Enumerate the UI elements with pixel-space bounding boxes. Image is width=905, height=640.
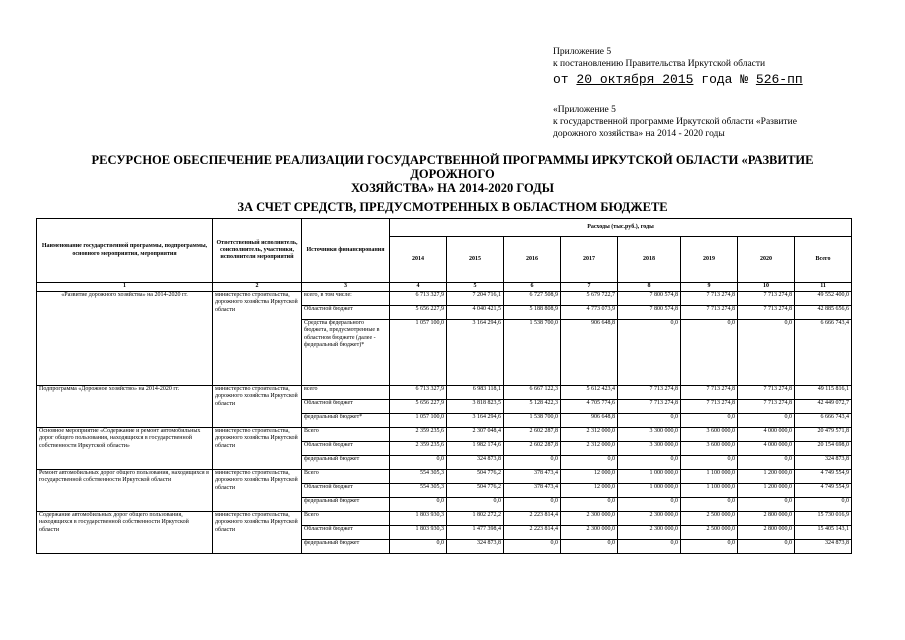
- year-value-cell: 1 057 100,0: [390, 414, 447, 428]
- column-number: 10: [738, 283, 795, 292]
- resource-table: [36, 218, 852, 554]
- year-value-cell: 1 200 000,0: [738, 470, 795, 484]
- table-body: [37, 292, 852, 554]
- responsible-executor: министерство строительства, дорожного хозяйства Иркутской области: [213, 292, 302, 386]
- year-value-cell: 7 800 574,8: [618, 306, 681, 320]
- year-value-cell: 5 128 422,3: [504, 400, 561, 414]
- year-value-cell: 1 802 272,2: [447, 512, 504, 526]
- total-cell: 20 479 571,8: [795, 428, 852, 442]
- year-value-cell: 0,0: [681, 414, 738, 428]
- year-value-cell: 2 602 287,8: [504, 428, 561, 442]
- decree-number: 526-пп: [755, 72, 803, 87]
- quoted-appendix-ref: к государственной программе Иркутской области «Развитие: [553, 117, 797, 127]
- year-value-cell: 1 200 000,0: [738, 484, 795, 498]
- funding-source: Областной бюджет: [302, 526, 390, 540]
- column-number: 9: [681, 283, 738, 292]
- year-value-cell: 2 602 287,8: [504, 442, 561, 456]
- year-value-cell: 12 000,0: [561, 484, 618, 498]
- year-value-cell: 7 713 274,8: [618, 400, 681, 414]
- header-expenses: Расходы (тыс.руб.), годы: [390, 219, 852, 237]
- year-value-cell: 5 656 227,9: [390, 306, 447, 320]
- year-value-cell: 7 713 274,8: [738, 306, 795, 320]
- year-value-cell: 0,0: [504, 456, 561, 470]
- total-cell: 20 154 698,0: [795, 442, 852, 456]
- year-value-cell: 1 000 000,0: [618, 470, 681, 484]
- total-cell: 4 749 554,9: [795, 484, 852, 498]
- year-value-cell: 324 873,8: [447, 456, 504, 470]
- year-value-cell: 4 773 073,9: [561, 306, 618, 320]
- year-value-cell: 378 473,4: [504, 470, 561, 484]
- year-value-cell: 3 818 823,5: [447, 400, 504, 414]
- column-number: 5: [447, 283, 504, 292]
- table-row: [37, 292, 852, 306]
- decree-mid: года №: [701, 72, 749, 87]
- year-value-cell: 7 713 274,8: [681, 386, 738, 400]
- title-line-2: ХОЗЯЙСТВА» НА 2014-2020 ГОДЫ: [350, 181, 555, 195]
- year-value-cell: 1 100 000,0: [681, 484, 738, 498]
- year-value-cell: 0,0: [390, 456, 447, 470]
- year-value-cell: 5 188 808,9: [504, 306, 561, 320]
- total-cell: 42 885 656,6: [795, 306, 852, 320]
- table-header: [37, 219, 852, 292]
- year-value-cell: 2 359 235,6: [390, 428, 447, 442]
- year-value-cell: 0,0: [738, 320, 795, 386]
- year-value-cell: 906 648,8: [561, 320, 618, 386]
- responsible-executor: министерство строительства, дорожного хозяйства Иркутской области: [213, 470, 302, 512]
- funding-source: Всего: [302, 512, 390, 526]
- column-number: 8: [618, 283, 681, 292]
- total-cell: 42 449 072,7: [795, 400, 852, 414]
- year-value-cell: 0,0: [390, 540, 447, 554]
- year-value-cell: 1 803 930,3: [390, 526, 447, 540]
- year-value-cell: 3 164 294,6: [447, 320, 504, 386]
- year-value-cell: 5 656 227,9: [390, 400, 447, 414]
- year-value-cell: 0,0: [618, 540, 681, 554]
- year-value-cell: 1 538 700,0: [504, 414, 561, 428]
- title-line-1: РЕСУРСНОЕ ОБЕСПЕЧЕНИЕ РЕАЛИЗАЦИИ ГОСУДАРСТВЕННОЙ ПРОГРАММЫ ИРКУТСКОЙ ОБЛАСТИ «РАЗВИТИЕ ДОРОЖНОГО: [91, 153, 814, 181]
- year-value-cell: 1 100 000,0: [681, 470, 738, 484]
- decree-line: [553, 72, 803, 88]
- header-year: 2017: [561, 237, 618, 283]
- year-value-cell: 0,0: [618, 498, 681, 512]
- funding-source: Всего: [302, 470, 390, 484]
- year-value-cell: 3 164 294,6: [447, 414, 504, 428]
- year-value-cell: 7 713 274,8: [738, 386, 795, 400]
- year-value-cell: 7 713 274,8: [681, 306, 738, 320]
- year-value-cell: 0,0: [618, 320, 681, 386]
- column-number: 3: [302, 283, 390, 292]
- responsible-executor: министерство строительства, дорожного хозяйства Иркутской области: [213, 512, 302, 554]
- total-cell: 4 749 554,9: [795, 470, 852, 484]
- funding-source: федеральный бюджет*: [302, 414, 390, 428]
- year-value-cell: 2 223 814,4: [504, 512, 561, 526]
- year-value-cell: 6 983 118,1: [447, 386, 504, 400]
- year-value-cell: 0,0: [561, 540, 618, 554]
- year-value-cell: 2 312 000,0: [561, 442, 618, 456]
- column-number: 1: [37, 283, 213, 292]
- year-value-cell: 906 648,8: [561, 414, 618, 428]
- year-value-cell: 7 713 274,8: [738, 292, 795, 306]
- funding-source: Областной бюджет: [302, 306, 390, 320]
- year-value-cell: 2 300 000,0: [561, 512, 618, 526]
- year-value-cell: 12 000,0: [561, 470, 618, 484]
- year-value-cell: 1 803 930,3: [390, 512, 447, 526]
- responsible-executor: министерство строительства, дорожного хозяйства Иркутской области: [213, 386, 302, 428]
- year-value-cell: 5 612 423,4: [561, 386, 618, 400]
- year-value-cell: 0,0: [738, 540, 795, 554]
- document-title: [60, 153, 845, 214]
- appendix-label: Приложение 5: [553, 47, 612, 57]
- year-value-cell: 6 727 508,9: [504, 292, 561, 306]
- year-value-cell: 504 776,2: [447, 484, 504, 498]
- year-value-cell: 0,0: [561, 456, 618, 470]
- total-cell: 49 115 816,1: [795, 386, 852, 400]
- table-row: [37, 512, 852, 526]
- year-value-cell: 378 473,4: [504, 484, 561, 498]
- funding-source: Областной бюджет: [302, 442, 390, 456]
- year-value-cell: 2 300 000,0: [618, 526, 681, 540]
- item-name: Содержание автомобильных дорог общего пользования, находящихся в государственной собственности Иркутской области: [37, 512, 213, 554]
- column-number: 11: [795, 283, 852, 292]
- item-name: «Развитие дорожного хозяйства» на 2014-2020 гг.: [37, 292, 213, 386]
- funding-source: Всего: [302, 428, 390, 442]
- year-value-cell: 3 300 000,0: [618, 428, 681, 442]
- table-row: [37, 386, 852, 400]
- year-value-cell: 2 307 048,4: [447, 428, 504, 442]
- year-value-cell: 0,0: [504, 540, 561, 554]
- funding-source: Областной бюджет: [302, 484, 390, 498]
- appendix-header: [553, 46, 803, 88]
- item-name: Подпрограмма «Дорожное хозяйство» на 2014-2020 гг.: [37, 386, 213, 428]
- year-value-cell: 7 713 274,8: [738, 400, 795, 414]
- year-value-cell: 4 000 000,0: [738, 428, 795, 442]
- year-value-cell: 0,0: [681, 456, 738, 470]
- year-value-cell: 7 713 274,8: [618, 386, 681, 400]
- year-value-cell: 3 600 000,0: [681, 428, 738, 442]
- year-value-cell: 0,0: [447, 498, 504, 512]
- column-number: 2: [213, 283, 302, 292]
- year-value-cell: 554 305,3: [390, 484, 447, 498]
- header-responsible: Ответственный исполнитель, соисполнитель, участники, исполнители мероприятий: [213, 219, 302, 283]
- quoted-appendix-label: «Приложение 5: [553, 105, 616, 115]
- header-year: 2015: [447, 237, 504, 283]
- appendix-ref: к постановлению Правительства Иркутской области: [553, 59, 766, 69]
- total-cell: 6 666 743,4: [795, 320, 852, 386]
- year-value-cell: 4 000 000,0: [738, 442, 795, 456]
- column-number: 6: [504, 283, 561, 292]
- year-value-cell: 2 800 000,0: [738, 512, 795, 526]
- table-row: [37, 428, 852, 442]
- year-value-cell: 0,0: [738, 456, 795, 470]
- total-cell: 15 405 143,1: [795, 526, 852, 540]
- item-name: Ремонт автомобильных дорог общего пользования, находящихся в государственной собственности Иркутской области: [37, 470, 213, 512]
- header-year: 2016: [504, 237, 561, 283]
- year-value-cell: 0,0: [738, 498, 795, 512]
- quoted-appendix-ref2: дорожного хозяйства» на 2014 - 2020 годы: [553, 129, 725, 139]
- total-cell: 6 666 743,4: [795, 414, 852, 428]
- year-value-cell: 6 713 327,9: [390, 292, 447, 306]
- year-value-cell: 0,0: [681, 498, 738, 512]
- year-value-cell: 2 312 000,0: [561, 428, 618, 442]
- funding-source: федеральный бюджет: [302, 498, 390, 512]
- year-value-cell: 0,0: [618, 414, 681, 428]
- header-year: 2019: [681, 237, 738, 283]
- year-value-cell: 324 873,8: [447, 540, 504, 554]
- year-value-cell: 0,0: [504, 498, 561, 512]
- year-value-cell: 3 600 000,0: [681, 442, 738, 456]
- year-value-cell: 0,0: [738, 414, 795, 428]
- year-value-cell: 4 705 774,6: [561, 400, 618, 414]
- total-cell: 15 730 016,9: [795, 512, 852, 526]
- year-value-cell: 0,0: [561, 498, 618, 512]
- title-line-3: ЗА СЧЕТ СРЕДСТВ, ПРЕДУСМОТРЕННЫХ В ОБЛАСТНОМ БЮДЖЕТЕ: [237, 200, 668, 214]
- year-value-cell: 7 713 274,8: [681, 400, 738, 414]
- year-value-cell: 2 800 000,0: [738, 526, 795, 540]
- column-number: 4: [390, 283, 447, 292]
- year-value-cell: 5 679 722,7: [561, 292, 618, 306]
- decree-prefix: от: [553, 72, 569, 87]
- total-cell: 324 873,8: [795, 540, 852, 554]
- year-value-cell: 0,0: [681, 540, 738, 554]
- decree-date: 20 октября 2015: [576, 72, 694, 87]
- year-value-cell: 7 800 574,8: [618, 292, 681, 306]
- year-value-cell: 0,0: [390, 498, 447, 512]
- funding-source: федеральный бюджет: [302, 540, 390, 554]
- year-value-cell: 1 057 100,0: [390, 320, 447, 386]
- year-value-cell: 0,0: [681, 320, 738, 386]
- year-value-cell: 1 000 000,0: [618, 484, 681, 498]
- header-year: 2014: [390, 237, 447, 283]
- column-number: 7: [561, 283, 618, 292]
- year-value-cell: 0,0: [618, 456, 681, 470]
- funding-source: всего, в том числе:: [302, 292, 390, 306]
- year-value-cell: 2 300 000,0: [618, 512, 681, 526]
- year-value-cell: 4 040 421,5: [447, 306, 504, 320]
- year-value-cell: 1 982 174,6: [447, 442, 504, 456]
- year-value-cell: 1 538 700,0: [504, 320, 561, 386]
- year-value-cell: 2 500 000,0: [681, 512, 738, 526]
- year-value-cell: 6 713 327,9: [390, 386, 447, 400]
- year-value-cell: 6 667 122,3: [504, 386, 561, 400]
- total-cell: 324 873,8: [795, 456, 852, 470]
- item-name: Основное мероприятие «Содержание и ремонт автомобильных дорог общего пользования, находящихся в государственной собственности Иркутской области»: [37, 428, 213, 470]
- year-value-cell: 7 713 274,8: [681, 292, 738, 306]
- total-cell: 49 552 400,0: [795, 292, 852, 306]
- header-name: Наименование государственной программы, подпрограммы, основного мероприятия, мероприятия: [37, 219, 213, 283]
- year-value-cell: 504 776,2: [447, 470, 504, 484]
- year-value-cell: 7 204 716,1: [447, 292, 504, 306]
- funding-source: федеральный бюджет: [302, 456, 390, 470]
- responsible-executor: министерство строительства, дорожного хозяйства Иркутской области: [213, 428, 302, 470]
- year-value-cell: 2 500 000,0: [681, 526, 738, 540]
- year-value-cell: 554 305,3: [390, 470, 447, 484]
- funding-source: Областной бюджет: [302, 400, 390, 414]
- year-value-cell: 2 359 235,6: [390, 442, 447, 456]
- year-value-cell: 1 477 398,4: [447, 526, 504, 540]
- header-total: Всего: [795, 237, 852, 283]
- funding-source: Средства федерального бюджета, предусмотренные в областном бюджете (далее - федеральный бюджет)*: [302, 320, 390, 386]
- year-value-cell: 2 223 814,4: [504, 526, 561, 540]
- header-source: Источники финансирования: [302, 219, 390, 283]
- header-year: 2018: [618, 237, 681, 283]
- table-row: [37, 470, 852, 484]
- total-cell: 0,0: [795, 498, 852, 512]
- quoted-appendix: [553, 104, 797, 140]
- year-value-cell: 2 300 000,0: [561, 526, 618, 540]
- funding-source: всего: [302, 386, 390, 400]
- year-value-cell: 3 300 000,0: [618, 442, 681, 456]
- header-year: 2020: [738, 237, 795, 283]
